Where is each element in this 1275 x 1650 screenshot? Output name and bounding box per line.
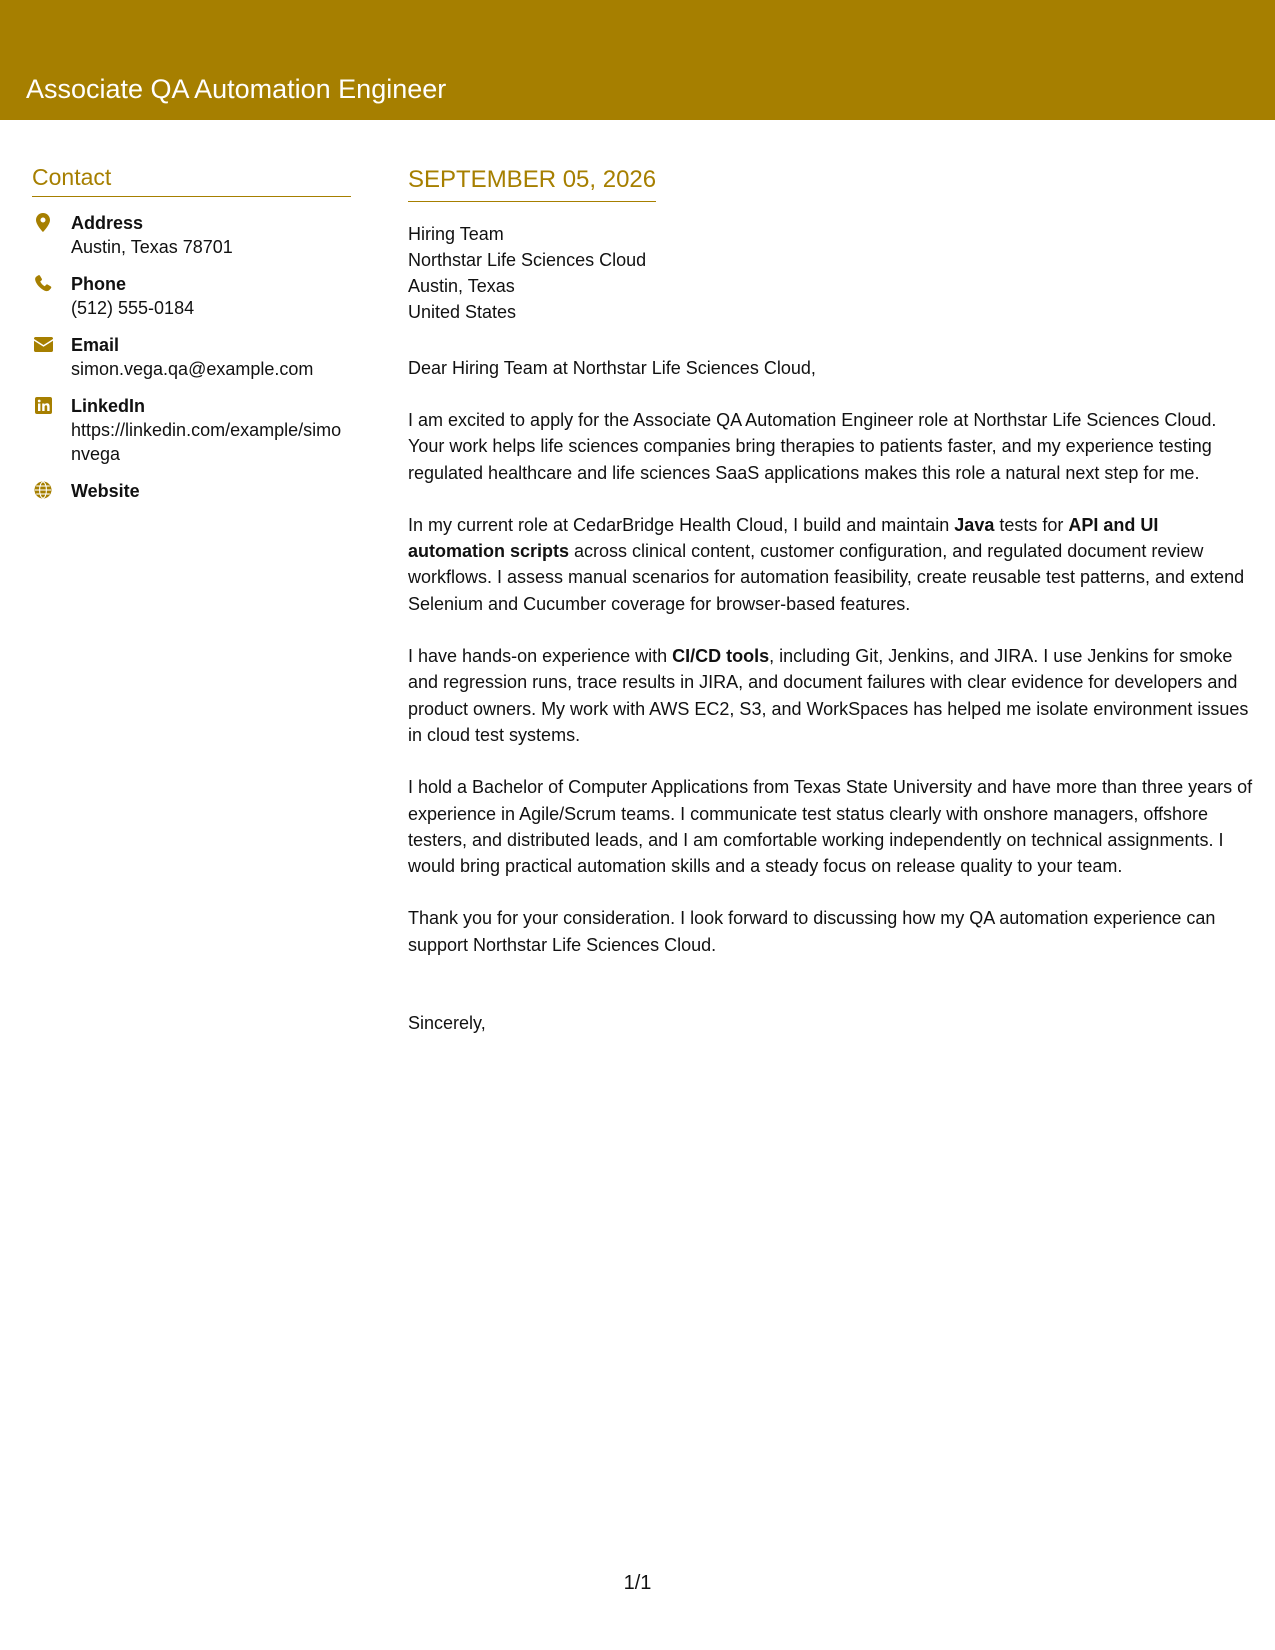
contact-email-label: Email xyxy=(71,335,120,355)
paragraph-text: In my current role at CedarBridge Health Cloud, I build and maintain xyxy=(408,514,955,535)
paragraph-education: I hold a Bachelor of Computer Applications from Texas State University and have more than three years of experience in Agile/Scrum teams. I communicate test status clearly with onshore managers, offshore testers, and distributed leads, and I am comfortable working independently on technical assignments. I would bring practical automation skills and a steady focus on release quality to your team. xyxy=(408,777,1253,877)
linkedin-icon xyxy=(33,394,53,416)
contact-address xyxy=(32,211,351,259)
header-bar xyxy=(0,0,1275,120)
contact-linkedin-label: LinkedIn xyxy=(71,396,146,416)
page-title: Associate QA Automation Engineer xyxy=(26,74,447,104)
contact-linkedin-value[interactable]: https://linkedin.com/example/simonvega xyxy=(71,420,342,464)
map-pin-icon xyxy=(33,211,53,233)
contact-website xyxy=(32,479,351,503)
envelope-icon xyxy=(33,333,53,355)
letter-date: SEPTEMBER 05, 2026 xyxy=(408,166,657,193)
contact-linkedin xyxy=(32,394,351,466)
contact-list xyxy=(32,211,351,503)
recipient-line: Hiring Team xyxy=(408,224,504,244)
emphasis-java: Java xyxy=(954,514,995,535)
recipient-line: Northstar Life Sciences Cloud xyxy=(408,250,647,270)
letter-body xyxy=(408,165,1253,1036)
recipient-block xyxy=(408,221,1253,325)
contact-section-title: Contact xyxy=(32,163,351,197)
contact-website-label: Website xyxy=(71,481,140,501)
contact-address-label: Address xyxy=(71,213,144,233)
contact-sidebar xyxy=(32,163,351,516)
contact-email xyxy=(32,333,351,381)
paragraph-text: across clinical content, customer configuration, and regulated document review workflows. I assess manual scenarios for automation feasibility, create reusable test patterns, and extend Selenium and Cucumber coverage for browser-based features. xyxy=(408,541,1245,614)
paragraph-cicd xyxy=(408,643,1253,748)
recipient-line: Austin, Texas xyxy=(408,276,515,296)
date-underline xyxy=(408,165,656,202)
paragraph-current-role xyxy=(408,512,1253,617)
paragraph-thanks: Thank you for your consideration. I look forward to discussing how my QA automation experience can support Northstar Life Sciences Cloud. xyxy=(408,908,1216,955)
salutation: Dear Hiring Team at Northstar Life Sciences Cloud, xyxy=(408,358,816,378)
globe-icon xyxy=(33,479,53,501)
paragraph-text: , including Git, Jenkins, and JIRA. I use Jenkins for smoke and regression runs, trace results in JIRA, and document failures with clear evidence for developers and product owners. My work with AWS EC2, S3, and WorkSpaces has helped me isolate environment issues in cloud test systems. xyxy=(408,646,1249,745)
emphasis-cicd: CI/CD tools xyxy=(672,646,770,667)
page-number: 1/1 xyxy=(623,1572,652,1594)
contact-phone-value: (512) 555-0184 xyxy=(71,298,195,318)
paragraph-text: I have hands-on experience with xyxy=(408,646,673,667)
closing: Sincerely, xyxy=(408,1013,486,1034)
paragraph-intro: I am excited to apply for the Associate QA Automation Engineer role at Northstar Life Sciences Cloud. Your work helps life sciences companies bring therapies to patients faster, and my experience testing regulated healthcare and life sciences SaaS applications makes this role a natural next step for me. xyxy=(408,410,1217,483)
contact-email-value[interactable]: simon.vega.qa@example.com xyxy=(71,359,314,379)
contact-address-value: Austin, Texas 78701 xyxy=(71,237,233,257)
phone-icon xyxy=(33,272,53,294)
recipient-line: United States xyxy=(408,302,517,322)
contact-phone xyxy=(32,272,351,320)
contact-phone-label: Phone xyxy=(71,274,127,294)
emphasis-api-ui: API and UI automation scripts xyxy=(408,514,1159,562)
paragraph-text: tests for xyxy=(994,514,1069,535)
